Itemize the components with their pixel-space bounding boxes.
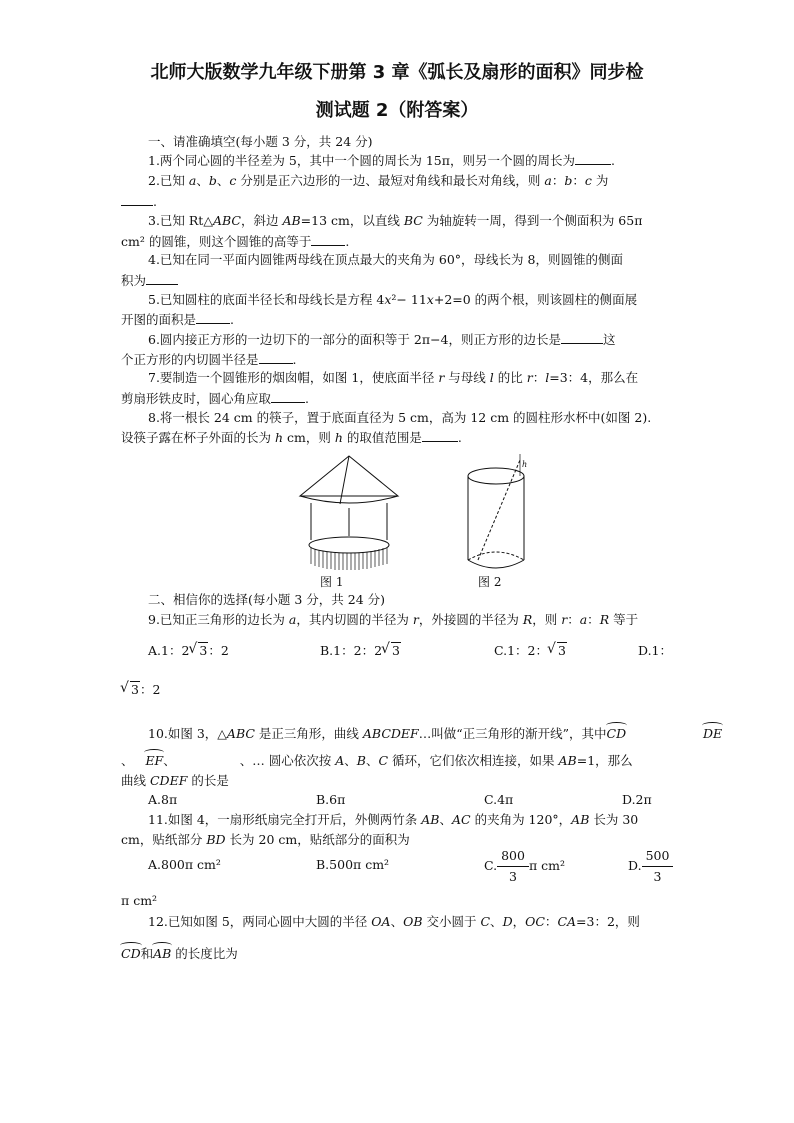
answer-blank [422,429,458,442]
answer-blank [271,390,305,403]
q9-option-c: C.1：2：√ 3 [494,643,567,659]
q11-option-d-unit: π cm² [121,893,158,908]
q7-line2: 剪扇形铁皮时，圆心角应取 . [121,391,309,406]
q11-option-d: D. $\frac{500}{3}$ [628,846,673,887]
q11-option-c: C. $\frac{800}{3}$ π cm² [484,848,566,884]
answer-blank [121,193,153,206]
q2-line2: . [121,193,157,210]
chopstick [478,460,520,560]
q7-line1: 7.要制造一个圆锥形的烟囱帽，如图 1，使底面半径 r 与母线 l 的比 r：l=3：4，那么在 [148,370,639,385]
q10-option-d: D.2π [622,792,652,807]
q10-line2: 、 EF、 、… 圆心依次按 A、B、C 循环，它们依次相连接，如果 AB=1，那么 [121,753,633,768]
label-h: h [522,460,528,469]
q5-line1: 5.已知圆柱的底面半径长和母线长是方程 4x²− 11x+2=0 的两个根，则该圆柱的侧面展 [148,292,638,307]
figure-1-caption: 图 1 [320,575,344,589]
q1: 1.两个同心圆的半径差为 5，其中一个圆的周长为 15π，则另一个圆的周长为 . [148,153,615,168]
pipe-rim [309,537,389,553]
q3-line2: cm² 的圆锥，则这个圆锥的高等于 . [121,234,350,249]
figure-2-cylinder [460,452,540,574]
q10-option-a: A.8π [148,792,178,807]
section1-heading: 一、请准确填空(每小题 3 分，共 24 分) [148,134,373,149]
answer-blank [259,351,293,364]
q11-line1: 11.如图 4，一扇形纸扇完全打开后，外侧两竹条 AB、AC 的夹角为 120°，AB 长为 30 [148,812,639,827]
q11-line2: cm，贴纸部分 BD 长为 20 cm，贴纸部分的面积为 [121,832,410,847]
q11-option-a: A.800π cm² [148,857,221,872]
q10-line1: 10.如图 3，△ABC 是正三角形，曲线 ABCDEF…叫做“正三角形的渐开线”，其中CD [148,726,627,741]
q8-line2: 设筷子露在杯子外面的长为 h cm，则 h 的取值范围是 . [121,430,462,445]
q5-line2: 开图的面积是 . [121,312,234,327]
q12-line1: 12.已知如图 5，两同心圆中大圆的半径 OA、OB 交小圆于 C、D，OC：CA=3：2，则 [148,914,640,929]
q9-option-d: D.1： [638,643,673,658]
q10-option-b: B.6π [316,792,346,807]
cone-cap [300,456,398,496]
section2-heading: 二、相信你的选择(每小题 3 分，共 24 分) [148,592,386,607]
q9-option-d-cont: √ 3：2 [121,682,160,698]
q9-stem: 9.已知正三角形的边长为 a，其内切圆的半径为 r，外接圆的半径为 R，则 r：a：R 等于 [148,612,639,627]
title-line-1: 北师大版数学九年级下册第 3 章《弧长及扇形的面积》同步检 [150,62,644,83]
answer-blank [575,152,611,165]
answer-blank [146,272,178,285]
figure-1-chimney-cap [296,452,406,572]
answer-blank [311,233,345,246]
q4-line1: 4.已知在同一平面内圆锥两母线在顶点最大的夹角为 60°，母线长为 8，则圆锥的侧面 [148,252,623,267]
answer-blank [561,331,603,344]
q11-option-b: B.500π cm² [316,857,390,872]
q4-line2: 积为 [121,272,178,289]
q6-line2: 个正方形的内切圆半径是 . [121,352,297,367]
figure-2-caption: 图 2 [478,575,502,589]
q10-line3: 曲线 CDEF 的长是 [121,773,229,788]
q3-line1: 3.已知 Rt△ABC，斜边 AB=13 cm，以直线 BC 为轴旋转一周，得到一个侧面积为 65π [148,213,643,228]
q12-line2: CD和AB 的长度比为 [121,946,238,961]
q10-option-c: C.4π [484,792,514,807]
q6-line1: 6.圆内接正方形的一边切下的一部分的面积等于 2π−4，则正方形的边长是 这 [148,332,616,347]
answer-blank [196,311,230,324]
q9-option-a: A.1：2√ 3：2 [148,643,229,659]
q2-line1: 2.已知 a、b、c 分别是正六边形的一边、最短对角线和最长对角线，则 a：b：c 为 [148,173,609,188]
q10-arc-de: DE [703,726,723,741]
q9-option-b: B.1：2：2√ 3 [320,643,401,659]
q8-line1: 8.将一根长 24 cm 的筷子，置于底面直径为 5 cm，高为 12 cm 的圆柱形水杯中(如图 2). [148,410,652,425]
title-line-2: 测试题 2（附答案） [315,100,479,121]
